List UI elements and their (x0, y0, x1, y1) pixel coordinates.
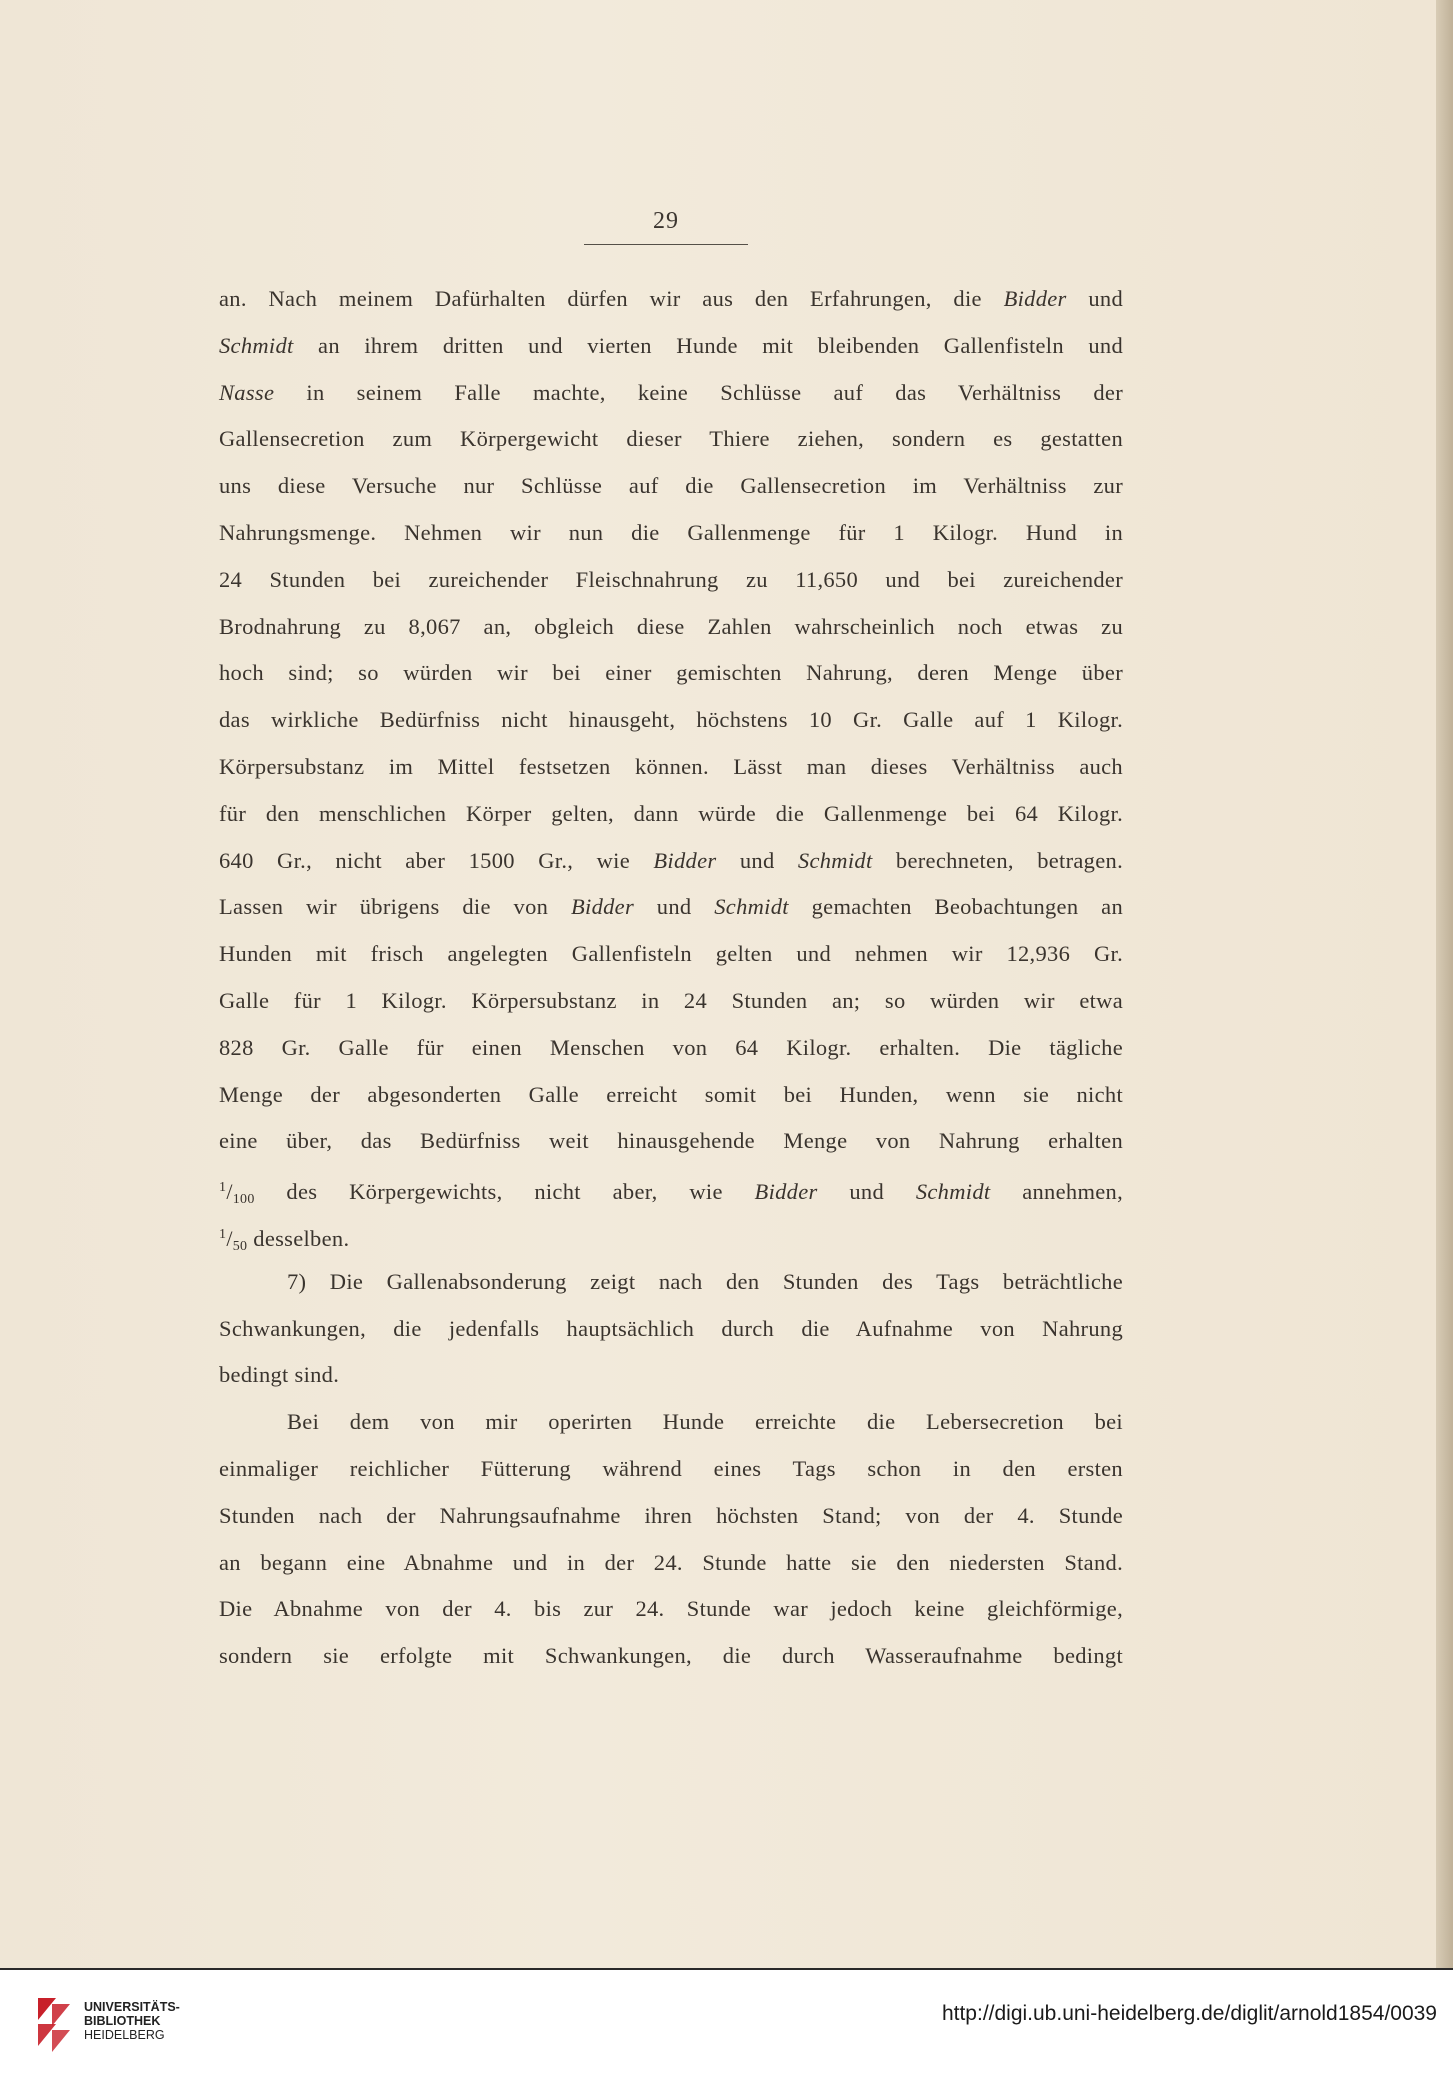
text-run: bedingt sind. (219, 1362, 340, 1388)
text-line (219, 604, 1123, 651)
author-name: Bidder (653, 847, 717, 873)
text-run: 7) Die Gallenabsonderung zeigt nach den Stunden des Tags beträchtliche (287, 1268, 1123, 1294)
text-line (219, 416, 1123, 463)
text-line (219, 323, 1123, 370)
text-run: gemachten Beobachtungen an (788, 894, 1123, 920)
text-run: Die Abnahme von der 4. bis zur 24. Stunde war jedoch keine gleichförmige, (219, 1596, 1123, 1622)
text-run: einmaliger reichlicher Fütterung während eines Tags schon in den ersten (219, 1455, 1123, 1481)
footer-bar (0, 1968, 1453, 2074)
text-line (219, 1540, 1123, 1587)
text-run: Lassen wir übrigens die von (219, 894, 571, 920)
page-edge (1436, 0, 1453, 1968)
author-name: Bidder (1003, 286, 1067, 311)
fraction: $^1/_{100}$ (219, 1179, 255, 1208)
page-number-rule (584, 244, 748, 245)
text-line (219, 1352, 1123, 1399)
text-run: Schwankungen, die jedenfalls hauptsächlich durch die Aufnahme von Nahrung (219, 1315, 1123, 1341)
fraction-denominator: 100 (232, 1192, 255, 1208)
text-line (219, 1399, 1123, 1446)
fraction-numerator: 1 (219, 1226, 227, 1242)
text-line (219, 650, 1123, 697)
author-name: Schmidt (219, 332, 294, 358)
text-run: sondern sie erfolgte mit Schwankungen, die durch Wasseraufnahme bedingt (219, 1643, 1123, 1669)
fraction-numerator: 1 (219, 1180, 227, 1196)
text-line (219, 744, 1123, 791)
text-run: Brodnahrung zu 8,067 an, obgleich diese Zahlen wahrscheinlich noch etwas zu (219, 613, 1123, 639)
logo-line-3: HEIDELBERG (84, 2028, 165, 2042)
text-line (219, 1072, 1123, 1119)
text-run: an begann eine Abnahme und in der 24. Stunde hatte sie den niedersten Stand. (219, 1549, 1123, 1575)
text-run: an. Nach meinem Dafürhalten dürfen wir aus den Erfahrungen, die (219, 286, 1004, 311)
text-line (219, 1633, 1123, 1680)
text-run: Galle für 1 Kilogr. Körpersubstanz in 24 Stunden an; so würden wir etwa (219, 987, 1123, 1013)
text-line (219, 463, 1123, 510)
source-url-link[interactable]: http://digi.ub.uni-heidelberg.de/diglit/arnold1854/0039 (941, 2002, 1437, 2025)
text-line (219, 884, 1123, 931)
text-line (219, 931, 1123, 978)
text-line (219, 1212, 1123, 1259)
text-run: und (634, 894, 715, 920)
text-line (219, 1306, 1123, 1353)
text-line (219, 370, 1123, 417)
text-run: Nahrungsmenge. Nehmen wir nun die Gallenmenge für 1 Kilogr. Hund in (219, 519, 1123, 545)
text-run: das wirkliche Bedürfniss nicht hinausgeht, höchstens 10 Gr. Galle auf 1 Kilogr. (219, 707, 1123, 733)
author-name: Bidder (570, 894, 635, 920)
text-line (219, 697, 1123, 744)
text-run: Bei dem von mir operirten Hunde erreichte die Lebersecretion bei (287, 1409, 1123, 1435)
page-number: 29 (653, 208, 679, 234)
text-run: Hunden mit frisch angelegten Gallenfisteln gelten und nehmen wir 12,936 Gr. (219, 941, 1123, 967)
text-line (219, 1165, 1123, 1212)
text-run: und (1066, 286, 1123, 311)
text-run: in seinem Falle machte, keine Schlüsse auf das Verhältniss der (274, 379, 1123, 405)
text-line (219, 978, 1123, 1025)
text-line (219, 1586, 1123, 1633)
text-line (219, 838, 1123, 885)
text-run: für den menschlichen Körper gelten, dann würde die Gallenmenge bei 64 Kilogr. (219, 800, 1123, 826)
text-run: Menge der abgesonderten Galle erreicht somit bei Hunden, wenn sie nicht (219, 1081, 1123, 1107)
fraction: $^1/_{50}$ (219, 1225, 248, 1254)
text-run: eine über, das Bedürfniss weit hinausgehende Menge von Nahrung erhalten (219, 1128, 1123, 1154)
library-logo-text (84, 2000, 180, 2042)
text-line (219, 510, 1123, 557)
logo-line-2: BIBLIOTHEK (84, 2014, 161, 2028)
text-line (219, 276, 1123, 323)
text-run: des Körpergewichts, nicht aber, wie (254, 1179, 755, 1205)
text-line (219, 1493, 1123, 1540)
author-name: Schmidt (915, 1179, 991, 1205)
text-line (219, 557, 1123, 604)
text-run: Gallensecretion zum Körpergewicht dieser Thiere ziehen, sondern es gestatten (219, 426, 1123, 452)
author-name: Schmidt (797, 847, 873, 873)
text-run: 24 Stunden bei zureichender Fleischnahrung zu 11,650 und bei zureichender (219, 566, 1123, 592)
text-run: hoch sind; so würden wir bei einer gemischten Nahrung, deren Menge über (219, 660, 1123, 686)
author-name: Nasse (219, 379, 275, 405)
text-run: uns diese Versuche nur Schlüsse auf die Gallensecretion im Verhältniss zur (219, 473, 1123, 499)
author-name: Bidder (754, 1179, 818, 1205)
text-run: Körpersubstanz im Mittel festsetzen können. Lässt man dieses Verhältniss auch (219, 753, 1123, 779)
text-run: Stunden nach der Nahrungsaufnahme ihren höchsten Stand; von der 4. Stunde (219, 1502, 1123, 1528)
text-run: desselben. (247, 1225, 350, 1251)
text-run: annehmen, (990, 1179, 1124, 1205)
text-line (219, 1446, 1123, 1493)
text-line (219, 1118, 1123, 1165)
library-logo-icon (32, 1990, 76, 2056)
text-line (219, 1025, 1123, 1072)
text-run: und (817, 1179, 916, 1205)
text-run: berechneten, betragen. (872, 847, 1123, 873)
body-text (219, 276, 1123, 1680)
text-run: 640 Gr., nicht aber 1500 Gr., wie (219, 847, 654, 873)
logo-line-1: UNIVERSITÄTS- (84, 2000, 180, 2014)
author-name: Schmidt (714, 894, 789, 920)
text-line (219, 791, 1123, 838)
text-line (219, 1259, 1123, 1306)
text-run: 828 Gr. Galle für einen Menschen von 64 Kilogr. erhalten. Die tägliche (219, 1034, 1123, 1060)
text-run: und (716, 847, 798, 873)
fraction-denominator: 50 (232, 1238, 248, 1254)
text-run: an ihrem dritten und vierten Hunde mit bleibenden Gallenfisteln und (293, 332, 1123, 358)
